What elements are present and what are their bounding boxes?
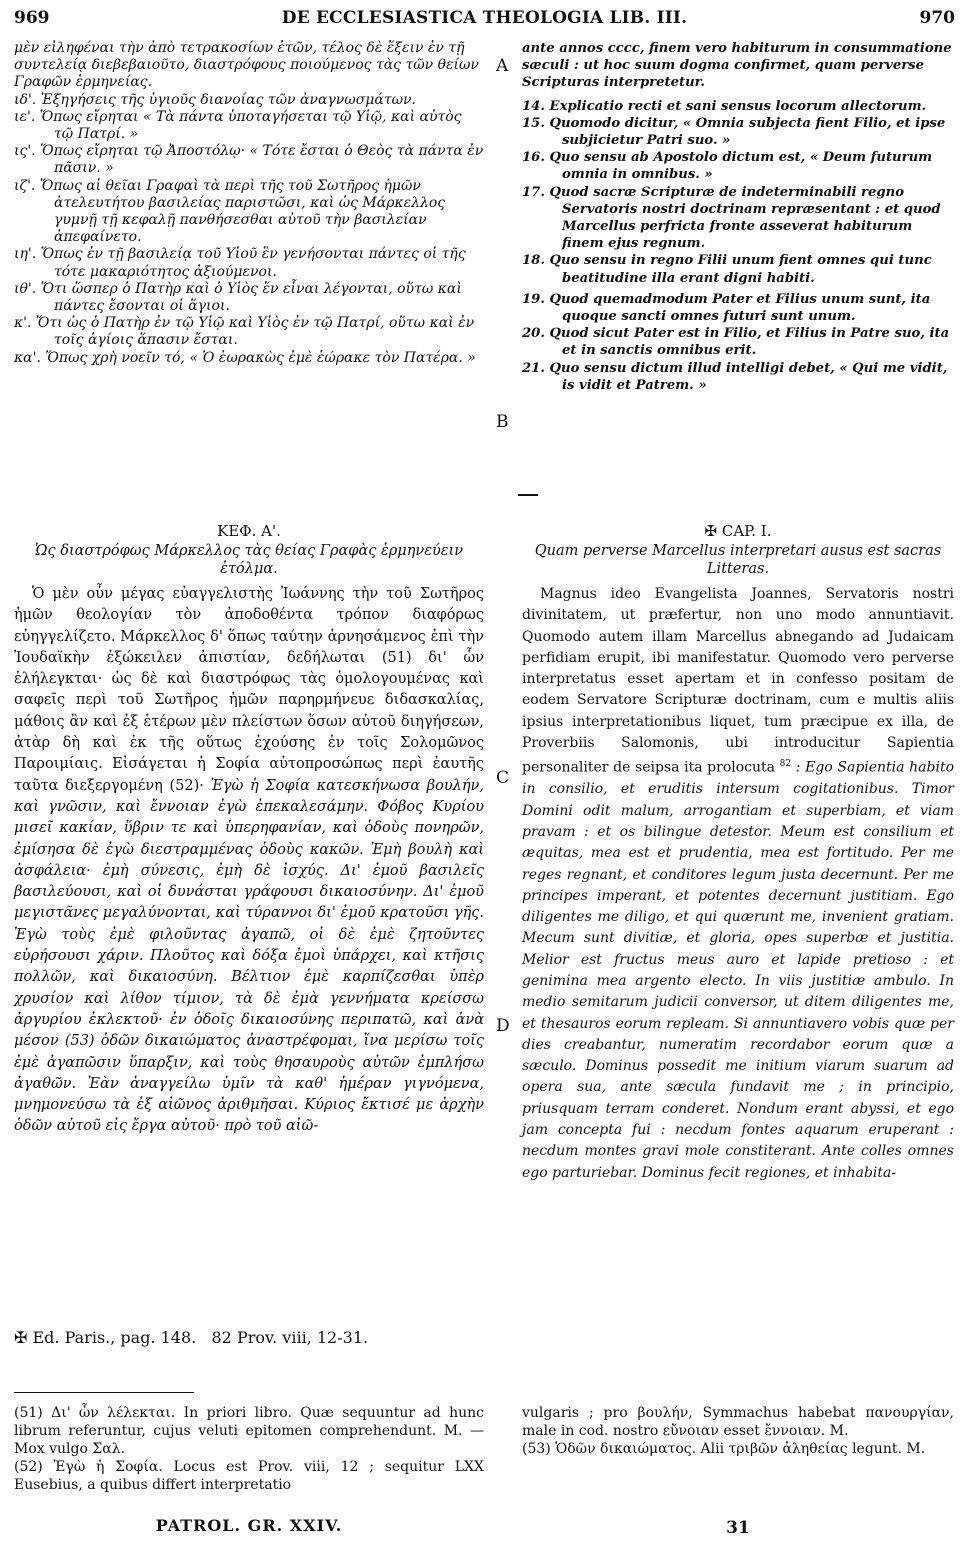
- chapter-heading-latin: ✠ CAP. I.: [704, 522, 772, 540]
- running-title: DE ECCLESIASTICA THEOLOGIA LIB. III.: [281, 8, 688, 28]
- contents-latin-entry: 19. Quod quemadmodum Pater et Filius unum sunt, ita quoque sancti omnes futuri sunt unum.: [522, 291, 931, 325]
- left-page-number: 969: [14, 8, 50, 28]
- contents-latin-entry: 21. Quo sensu dictum illud intelligi debet, « Qui me vidit, is vidit et Patrem. »: [522, 360, 948, 393]
- contents-greek-entry: μὲν εἰληφέναι τὴν ἀπὸ τετρακοσίων ἐτῶν, τέλος δὲ ἕξειν ἐν τῇ συντελείᾳ διεβεβαιοῦτο, διαστρόφους ποιούμενος τὰς τῶν θείων Γραφῶν ἑρμηνείας.: [14, 40, 479, 91]
- footnote-52: (52) Ἐγὼ ἡ Σοφία. Locus est Prov. viii, 12 ; sequitur LXX Eusebius, a quibus differt interpretatio: [14, 1459, 484, 1493]
- contents-greek: [14, 40, 484, 367]
- greek-text-quotation: Ἐγὼ ἡ Σοφία κατεσκήνωσα βουλήν, καὶ γνῶσιν, καὶ ἔννοιαν ἐγὼ ἐπεκαλεσάμην. Φόβος Κυρίου μισεῖ κακίαν, ὕβριν τε καὶ ὑπερηφανίαν, καὶ ὁδοὺς πονηρῶν, ἐμίσησα δὲ ἐγὼ διεστραμμένας ὁδοὺς κακῶν. Ἐμὴ βουλὴ καὶ ἀσφάλεια· ἐμὴ σύνεσις, ἐμὴ δὲ ἰσχύς. Δι' ἐμοῦ βασιλεῖς βασιλεύουσι, καὶ οἱ δυνάσται γράφουσι δικαιοσύνην. Δι' ἐμοῦ μεγιστᾶνες μεγαλύνονται, καὶ τύραννοι δι' ἐμοῦ κρατοῦσι γῆς. Ἐγὼ τοὺς ἐμὲ φιλοῦντας ἀγαπῶ, οἱ δὲ ἐμὲ ζητοῦντες εὑρήσουσι χάριν. Πλοῦτος καὶ δόξα ἐμοὶ ὑπάρχει, καὶ κτῆσις πολλῶν, καὶ δικαιοσύνη. Βέλτιον ἐμὲ καρπίζεσθαι ὑπὲρ χρυσίον καὶ λίθον τίμιον, τὰ δὲ ἐμὰ γεννήματα κρείσσω ἀργυρίου ἐκλεκτοῦ· ἐν ὁδοῖς δικαιοσύνης περιπατῶ, καὶ ἀνὰ μέσον (53) ὁδῶν δικαιώματος ἀναστρέφομαι, ἵνα μερίσω τοῖς ἐμὲ ἀγαπῶσιν ὕπαρξιν, καὶ τοὺς θησαυροὺς αὐτῶν ἐμπλήσω ἀγαθῶν. Ἐὰν ἀναγγείλω ὑμῖν τὰ καθ' ἡμέραν γιγνόμενα, μνημονεύσω τὰ ἐξ αἰῶνος ἀριθμῆσαι. Κύριος ἔκτισέ με ἀρχὴν ὁδῶν αὐτοῦ εἰς ἔργα αὐτοῦ· πρὸ τοῦ αἰῶ-: [14, 777, 484, 1135]
- chapter-subtitle-greek: Ὡς διαστρόφως Μάρκελλος τὰς θείας Γραφὰς ἑρμηνεύειν ἐτόλμα.: [34, 543, 464, 577]
- chapter-text-latin: [522, 584, 954, 1184]
- footnote-rule: [14, 1392, 194, 1393]
- margin-marker-c: C: [496, 768, 510, 788]
- section-divider: [518, 494, 538, 496]
- right-page-number: 970: [919, 8, 955, 28]
- contents-greek-entry: ις'. Ὅπως εἴρηται τῷ Ἀποστόλῳ· « Τότε ἔσται ὁ Θεὸς τὰ πάντα ἐν πᾶσιν. »: [14, 143, 484, 177]
- footnote-52-continued: vulgaris ; pro βουλήν, Symmachus habebat πανουργίαν, male in cod. nostro εὔνοιαν esset ἔννοιαν. M.: [522, 1405, 954, 1439]
- footnote-51: (51) Δι' ὧν λέλεκται. In priori libro. Quæ sequuntur ad hunc librum referuntur, cujus veluti epitomen comprehendunt. M. — Mox vulgo Σαλ.: [14, 1405, 484, 1457]
- contents-greek-entry: κα'. Ὅπως χρὴ νοεῖν τό, « Ὁ ἑωρακὼς ἐμὲ ἑώρακε τὸν Πατέρα. »: [14, 349, 476, 366]
- contents-latin: [522, 40, 954, 394]
- contents-greek-entry: ιε'. Ὅπως εἴρηται « Τὰ πάντα ὑποταγήσεται τῷ Υἱῷ, καὶ αὐτὸς τῷ Πατρί. »: [14, 108, 462, 143]
- chapter-heading-greek: ΚΕΦ. Α'.: [217, 522, 281, 540]
- scripture-reference: 82 Prov. viii, 12-31.: [211, 1328, 369, 1347]
- contents-latin-entry: ante annos cccc, finem vero habiturum in consummatione sæculi : ut hoc suum dogma confirmet, quam perverse Scripturas interpretetur.: [522, 41, 952, 91]
- footnotes-left: [14, 1404, 484, 1494]
- side-references: [14, 1328, 484, 1347]
- chapter-latin: [522, 522, 954, 1184]
- contents-greek-entry: ιζ'. Ὅπως αἱ θεῖαι Γραφαὶ τὰ περὶ τῆς τοῦ Σωτῆρος ἡμῶν ἀτελευτήτου βασιλείας παριστῶσι, καὶ ὡς Μάρκελλος γυμνῇ τῇ κεφαλῇ πανθήσεσθαι αὐτοῦ τὴν βασιλείαν ἀπεφαίνετο.: [14, 177, 446, 246]
- margin-marker-a: A: [496, 56, 509, 76]
- contents-greek-entry: κ'. Ὅτι ὡς ὁ Πατὴρ ἐν τῷ Υἱῷ καὶ Υἱὸς ἐν τῷ Πατρί, οὕτω καὶ ἐν τοῖς ἁγίοις ἅπασιν ἔσται.: [14, 315, 475, 349]
- latin-text-prose: Magnus ideo Evangelista Joannes, Servatoris nostri divinitatem, ut præfertur, non uno modo annuntiavit. Quomodo autem illam Marcellus abnegando ad Judaicam perfidiam erupit, ibi manifestatur. Quomodo vero perverse interpretatus esset apertam et in confesso positam de eodem Servatore Scripturæ doctrinam, cum e multis aliis ipsius interpretationibus liquet, tum præcipue ex illa, de Proverbiis Salomonis, ubi introducitur Sapientia personaliter de seipsa ita prolocuta: [522, 586, 954, 777]
- series-footer: PATROL. GR. XXIV.: [155, 1516, 343, 1535]
- footnote-53: (53) Ὁδῶν δικαιώματος. Alii τριβῶν ἀληθείας legunt. M.: [522, 1441, 926, 1457]
- contents-greek-entry: ιδ'. Ἐξηγήσεις τῆς ὑγιοῦς διανοίας τῶν ἀναγνωσμάτων.: [14, 91, 416, 108]
- footnote-ref-82: 82: [779, 759, 792, 770]
- contents-greek-entry: ιη'. Ὅπως ἐν τῇ βασιλείᾳ τοῦ Υἱοῦ ἓν γενήσονται πάντες οἱ τῆς τότε μακαριότητος ἀξιούμενοι.: [14, 246, 466, 280]
- contents-latin-entry: 17. Quod sacræ Scripturæ de indeterminabili regno Servatoris nostri doctrinam repræsentant : et quod Marcellus perfricta fronte asseverat habiturum finem ejus regnum.: [522, 184, 941, 252]
- chapter-subtitle-latin: Quam perverse Marcellus interpretari ausus est sacras Litteras.: [534, 543, 942, 577]
- contents-latin-entry: 18. Quo sensu in regno Filii unum fient omnes qui tunc beatitudine illa erant digni habiti.: [522, 253, 932, 286]
- edition-reference: ✠ Ed. Paris., pag. 148.: [14, 1328, 197, 1347]
- contents-latin-entry: 16. Quo sensu ab Apostolo dictum est, « Deum futurum omnia in omnibus. »: [522, 150, 933, 183]
- chapter-greek: [14, 522, 484, 1138]
- contents-latin-entry: 15. Quomodo dicitur, « Omnia subjecta fient Filio, et ipse subjicietur Patri suo. »: [522, 115, 946, 149]
- latin-text-quotation: : Ego Sapientia habito in consilio, et eruditis intersum cogitationibus. Timor Domini odit malum, arrogantiam et superbiam, et viam pravam : et os bilingue detestor. Meum est consilium et æquitas, mea est et prudentia, mea est fortitudo. Per me reges regnant, et conditores legum justa decernunt. Per me principes imperant, et potentes decernunt justitiam. Ego diligentes me diligo, et qui quærunt me, invenient gratiam. Mecum sunt divitiæ, et gloria, opes superbæ et justitia. Melior est fructus meus auro et lapide pretioso : et genimina mea argento electo. In viis justitiæ ambulo. In medio semitarum judicii conversor, ut ditem diligentes me, et thesauros eorum repleam. Si annuntiavero vobis quæ per dies creabantur, numeratim recordabor eorum quæ a sæculo. Dominus possedit me initium viarum suarum ad opera sua, ante sæcula fundavit me ; in principio, priusquam terram conderet. Nondum erant abyssi, et ego jam concepta fui : necdum fontes aquarum eruperant : necdum montes gravi mole constiterant. Ante colles omnes ego parturiebar. Dominus fecit regiones, et inhabita-: [522, 760, 955, 1181]
- contents-latin-entry: 20. Quod sicut Pater est in Filio, et Filius in Patre suo, ita et in sanctis omnibus erit.: [522, 326, 950, 359]
- margin-marker-b: B: [496, 412, 509, 432]
- margin-marker-d: D: [496, 1016, 510, 1036]
- signature-mark: 31: [726, 1518, 750, 1538]
- footnotes-right: [522, 1404, 954, 1458]
- contents-greek-entry: ιθ'. Ὅτι ὥσπερ ὁ Πατὴρ καὶ ὁ Υἱὸς ἕν εἶναι λέγονται, οὕτω καὶ πάντες ἔσονται οἱ ἅγιοι.: [14, 280, 462, 315]
- chapter-text-greek: [14, 584, 484, 1138]
- running-header: [14, 8, 955, 34]
- greek-text-prose: Ὁ μὲν οὖν μέγας εὐαγγελιστὴς Ἰωάννης τὴν τοῦ Σωτῆρος ἡμῶν θεολογίαν τὸν ἀποδοθέντα τρόπον διαφόρως εὐηγγελίζετο. Μάρκελλος δ' ὅπως ταύτην ἀρνησάμενος ἐπὶ τὴν Ἰουδαϊκὴν ἐξώκειλεν ἀπιστίαν, δεδήλωται (51) δι' ὧν ἐλήλεγκται· ὡς δὲ καὶ διαστρόφως τὰς ὁμολογουμένας καὶ σαφεῖς περὶ τοῦ Σωτῆρος ἡμῶν παρηρμήνευε διδασκαλίας, μάθοις ἂν καὶ ἐξ ἑτέρων μὲν πλείστων ὅσων αὐτοῦ διηγήσεων, ἀτὰρ δὴ καὶ ἐκ τῆς οὕτως ἐχούσης ἐν τοῖς Σολομῶνος Παροιμίαις. Εἰσάγεται ἡ Σοφία αὐτοπροσώπως περὶ ἑαυτῆς ταῦτα διεξεργομένη (52)·: [14, 586, 484, 794]
- contents-latin-entry: 14. Explicatio recti et sani sensus locorum allectorum.: [522, 98, 927, 114]
